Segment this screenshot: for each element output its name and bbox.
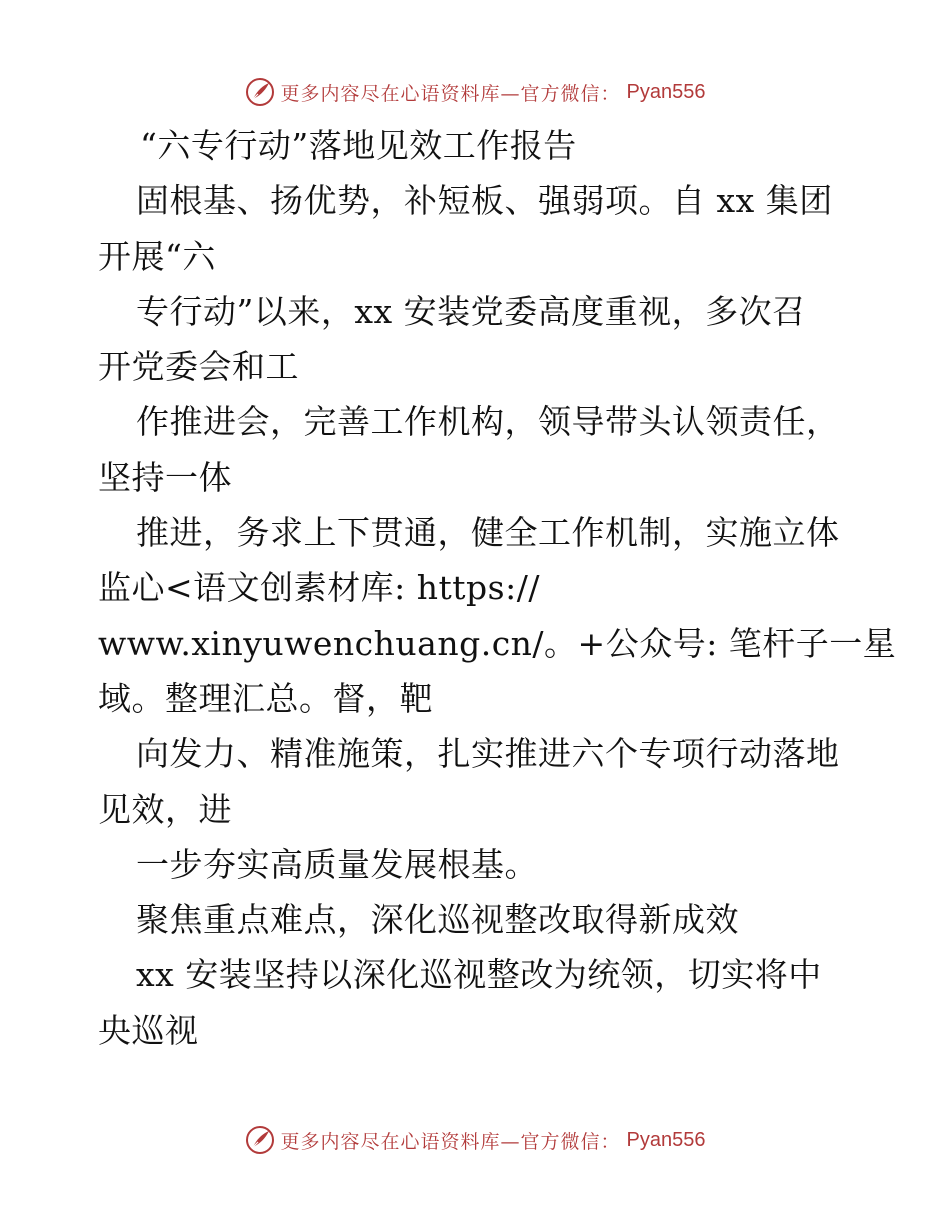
header-banner-content xyxy=(245,77,706,107)
quill-logo-icon xyxy=(245,77,275,107)
text-line: 监心<语文创素材库: https:// xyxy=(98,568,540,608)
header-banner-text: 更多内容尽在心语资料库—官方微信： xyxy=(280,82,621,105)
text-line: 见效，进 xyxy=(98,789,232,829)
text-line: 央巡视 xyxy=(98,1010,199,1050)
text-line: 开展“六 xyxy=(98,236,216,276)
footer-banner-brand: Pyan556 xyxy=(626,1128,706,1151)
text-line: xx 安装坚持以深化巡视整改为统领，切实将中 xyxy=(136,955,822,995)
text-line: 固根基、扬优势，补短板、强弱项。自 xx 集团 xyxy=(136,181,833,221)
text-line: 坚持一体 xyxy=(98,457,232,497)
text-line: www.xinyuwenchuang.cn/。+公众号: 笔杆子一星 xyxy=(98,623,897,663)
text-line: 开党委会和工 xyxy=(98,347,299,387)
footer-banner xyxy=(0,1120,950,1160)
header-banner xyxy=(0,72,950,112)
header-banner-brand: Pyan556 xyxy=(626,80,706,103)
text-line: 一步夯实高质量发展根基。 xyxy=(136,844,538,884)
section-heading: 聚焦重点难点，深化巡视整改取得新成效 xyxy=(136,900,739,940)
document-body xyxy=(98,118,897,1058)
text-line: 专行动”以来，xx 安装党委高度重视，多次召 xyxy=(136,291,806,331)
quill-logo-icon xyxy=(245,1125,275,1155)
text-line: 推进，务求上下贯通，健全工作机制，实施立体 xyxy=(136,513,840,553)
footer-banner-text: 更多内容尽在心语资料库—官方微信： xyxy=(280,1130,621,1153)
text-line: 域。整理汇总。督，靶 xyxy=(98,678,433,718)
footer-banner-content xyxy=(245,1125,706,1155)
text-line: 作推进会，完善工作机构，领导带头认领责任， xyxy=(136,402,840,442)
document-title: “六专行动”落地见效工作报告 xyxy=(140,126,577,165)
text-line: 向发力、精准施策，扎实推进六个专项行动落地 xyxy=(136,734,840,774)
